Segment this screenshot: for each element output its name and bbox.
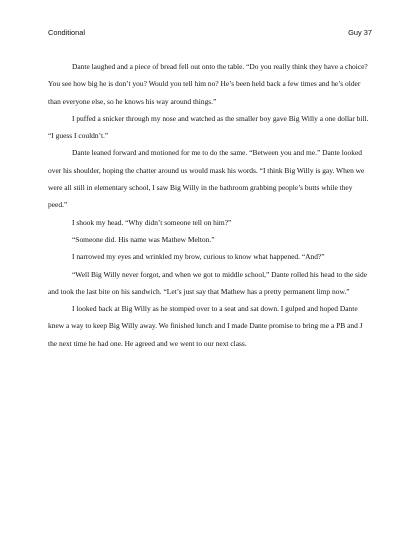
paragraph: “Someone did. His name was Mathew Melton.”: [72, 234, 215, 244]
paragraph: I narrowed my eyes and wrinkled my brow, curious to know what happened. “And?”: [72, 252, 325, 262]
page-header: [48, 28, 372, 40]
paragraph: I shook my head. “Why didn’t someone tell on him?”: [72, 217, 232, 227]
document-body: [48, 58, 372, 352]
page-number: Guy 37: [348, 28, 372, 37]
running-title: Conditional: [48, 28, 85, 37]
paragraph: I puffed a snicker through my nose and watched as the smaller boy gave Big Willy a one dollar bill. “I guess I couldn’t.”: [48, 113, 369, 141]
paragraph: I looked back at Big Willy as he stomped over to a seat and sat down. I gulped and hoped Dante knew a way to keep Big Willy away. We finished lunch and I made Dante promise to bring me a PB and J the next time he had one. He agreed and we went to our next class.: [48, 304, 363, 348]
paragraph: Dante laughed and a piece of bread fell out onto the table. “Do you really think they have a choice? You see how big he is don’t you? Would you tell him no? He’s been held back a few times and he’s older than everyone else, so he knows his way around things.”: [48, 62, 368, 106]
paragraph: “Well Big Willy never forgot, and when we got to middle school,” Dante rolled his head to the side and took the last bite on his sandwich. “Let’s just say that Mathew has a pretty permanent limp now.”: [48, 269, 368, 296]
paragraph: Dante leaned forward and motioned for me to do the same. “Between you and me.” Dante looked over his shoulder, hoping the chatter around us would mask his words. “I think Big Willy is gay. When we were all still in elementary school, I saw Big Willy in the bathroom grabbing people’s butts while they peed.”: [48, 148, 365, 210]
